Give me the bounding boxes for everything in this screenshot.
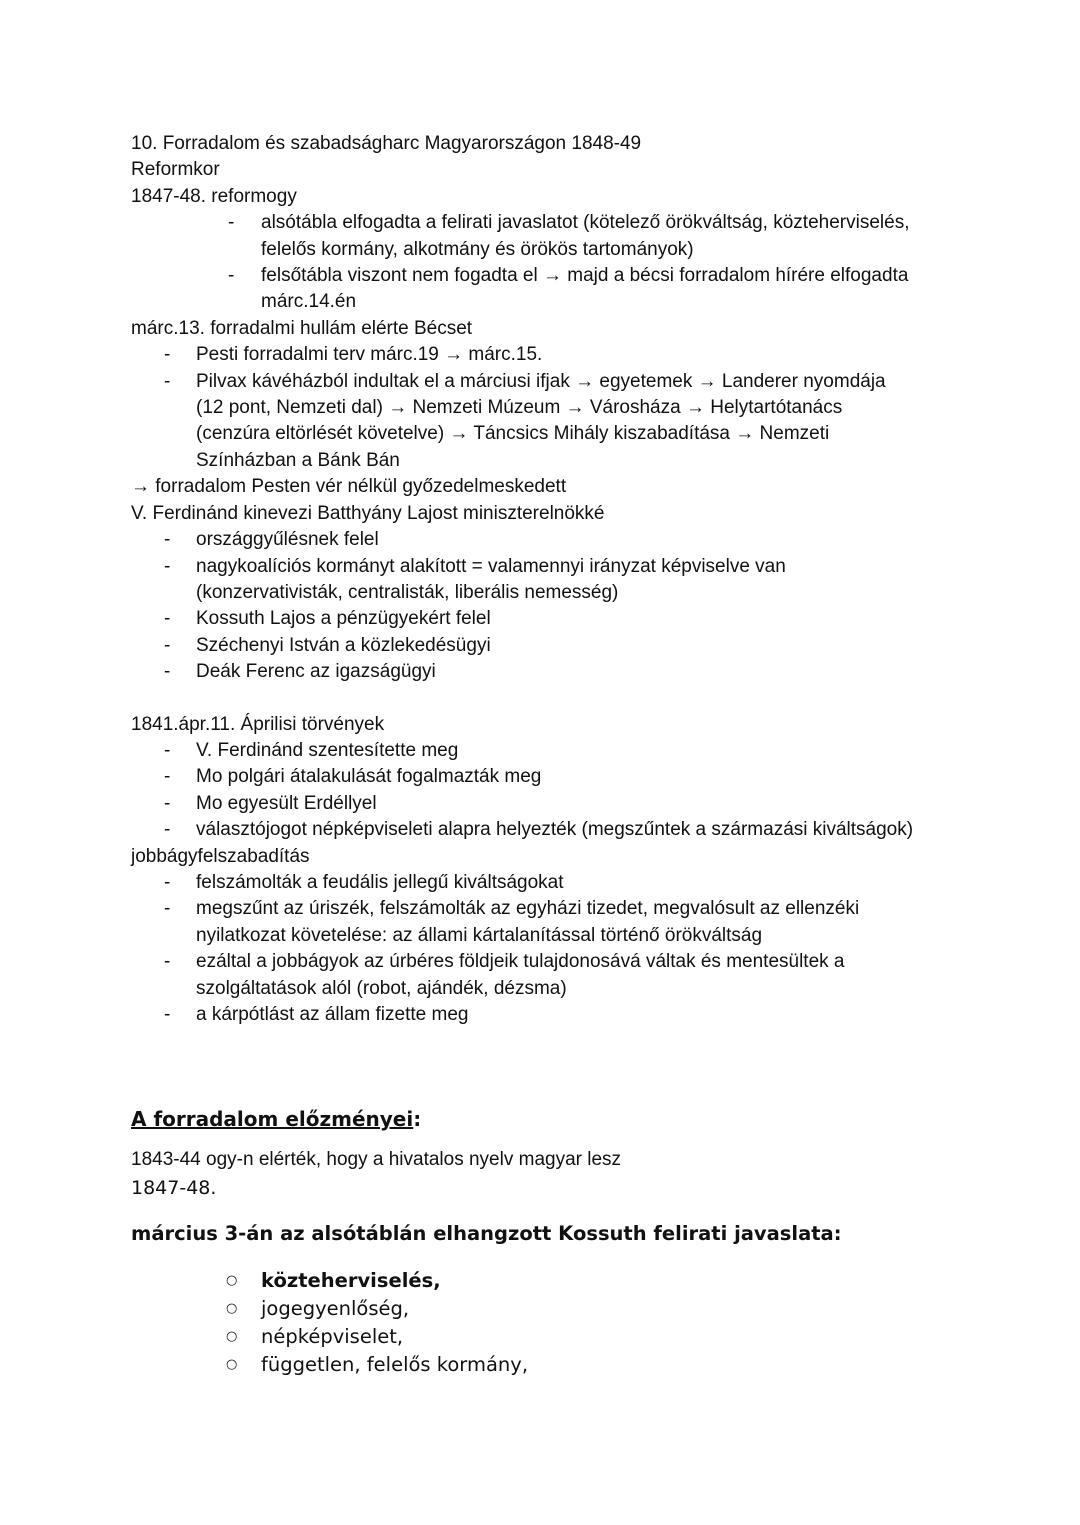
circle-bullet: ○ [226,1272,238,1288]
batthyany-list [131,527,1011,685]
list-item: - alsótábla elfogadta a felirati javaslatot (kötelező örökváltság, közteherviselés, felelős kormány, alkotmány és örökös tartományok) [228,212,910,260]
list-item: - Mo egyesült Erdéllyel [131,791,1011,817]
document-title: 10. Forradalom és szabadságharc Magyarországon 1848-49 [131,133,642,154]
dash-bullet: - [164,634,171,656]
elozmenyek-line2: 1847-48. [131,1176,217,1199]
dash-bullet: - [228,212,235,234]
list-item: - megszűnt az úriszék, felszámolták az egyházi tizedet, megvalósult az ellenzéki nyilatkozat követelése: az állami kártalanítással történő örökváltság [164,898,860,946]
kossuth-javaslat-list [131,1267,1011,1379]
elozmenyek-heading [131,1105,1011,1133]
jobbagy-heading: jobbágyfelszabadítás [131,845,310,867]
list-item: - nagykoalíciós kormányt alakított = valamennyi irányzat képviselve van (konzervativisták, centralisták, liberális nemesség) [164,555,786,603]
dash-bullet: - [164,871,171,893]
dash-bullet: - [164,661,171,683]
dash-bullet: - [164,951,171,973]
jobbagy-list [131,870,1011,1028]
list-item: - választójogot népképviseleti alapra helyezték (megszűntek a származási kiváltságok) [131,817,1011,843]
list-item: - ezáltal a jobbágyok az úrbéres földjeik tulajdonosává váltak és mentesültek a szolgáltatások alól (robot, ajándék, dézsma) [164,951,845,999]
elozmenyek-line1: 1843-44 ogy-n elérték, hogy a hivatalos nyelv magyar lesz [131,1149,622,1171]
list-item: - felszámolták a feudális jellegű kiváltságokat [131,870,1011,896]
spacer [131,1133,1011,1147]
aprilis-list [131,738,1011,844]
marc13-heading: márc.13. forradalmi hullám elérte Bécset [131,317,473,339]
list-item: - felsőtábla viszont nem fogadta el → majd a bécsi forradalom hírére elfogadta márc.14.én [228,265,909,313]
circle-bullet: ○ [226,1356,238,1372]
list-item: - országgyűlésnek felel [131,527,1011,553]
section-reformkor: Reformkor [131,159,220,181]
dash-bullet: - [164,766,171,788]
list-item: ○ független, felelős kormány, [131,1351,1011,1379]
dash-bullet: - [164,792,171,814]
list-item: ○ népképviselet, [131,1323,1011,1351]
marc13-list [131,342,1011,474]
batthyany-heading: V. Ferdinánd kinevezi Batthyány Lajost miniszterelnökké [131,502,605,524]
dash-bullet: - [164,555,171,577]
dash-bullet: - [164,608,171,630]
list-item: - Pilvax kávéházból indultak el a márciusi ifjak → egyetemek → Landerer nyomdája (12 pont, Nemzeti dal) → Nemzeti Múzeum → Városháza → Helytartótanács (cenzúra eltörlését követelve) → Táncsics Mihály kiszabadítása → Nemzeti Színházban a Bánk Bán [164,370,886,471]
dash-bullet: - [164,739,171,761]
dash-bullet: - [164,529,171,551]
dash-bullet: - [164,898,171,920]
dash-bullet: - [164,819,171,841]
circle-bullet: ○ [226,1328,238,1344]
reformogy-heading: 1847-48. reformogy [131,185,297,207]
list-item: - a kárpótlást az állam fizette meg [131,1002,1011,1028]
list-item: - Széchenyi István a közlekedésügyi [131,633,1011,659]
list-item: - Mo polgári átalakulását fogalmazták meg [131,764,1011,790]
dash-bullet: - [164,1004,171,1025]
dash-bullet: - [164,344,171,366]
reformogy-list [131,210,1011,316]
dash-bullet: - [164,370,171,392]
heading-colon: : [413,1107,422,1132]
list-item: - Kossuth Lajos a pénzügyekért felel [131,606,1011,632]
kossuth-javaslat-heading: március 3-án az alsótáblán elhangzott Kossuth felirati javaslata: [131,1221,842,1245]
list-item: - Pesti forradalmi terv márc.19 → márc.15. [131,342,1011,368]
list-item: ○ közteherviselés, [131,1267,1011,1295]
spacer [131,686,1011,712]
list-item: - V. Ferdinánd szentesítette meg [131,738,1011,764]
result-line: → forradalom Pesten vér nélkül győzedelmeskedett [131,476,567,498]
aprilis-heading: 1841.ápr.11. Áprilisi törvények [131,713,385,735]
list-item: ○ jogegyenlőség, [131,1295,1011,1323]
document-page [131,131,1011,1379]
dash-bullet: - [228,265,235,287]
elozmenyek-heading-text: A forradalom előzményei [131,1107,414,1132]
circle-bullet: ○ [226,1300,238,1316]
list-item: - Deák Ferenc az igazságügyi [131,659,1011,685]
